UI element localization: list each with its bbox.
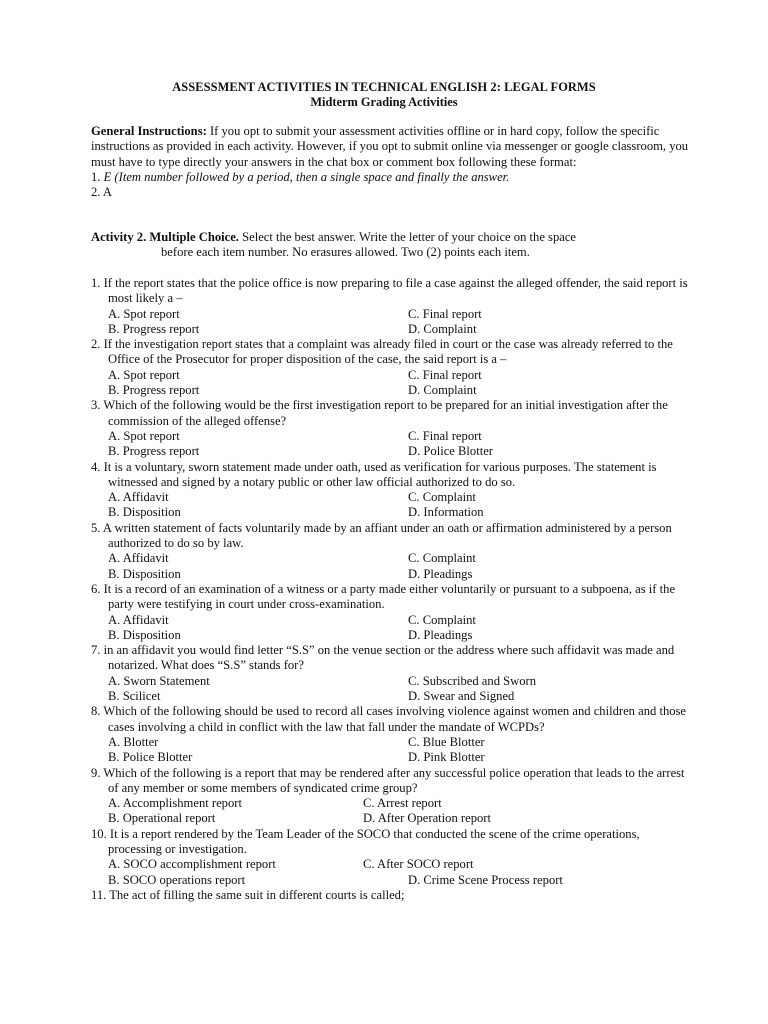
option-b: B. Progress report — [108, 321, 200, 336]
option-a: A. Spot report — [108, 428, 180, 443]
option-d: D. Pink Blotter — [408, 750, 485, 765]
activity-2-header — [91, 230, 691, 261]
option-a: A. SOCO accomplishment report — [108, 857, 276, 872]
option-b: B. Operational report — [108, 811, 216, 826]
option-b: B. Police Blotter — [108, 750, 193, 765]
option-c: C. Final report — [408, 306, 482, 321]
option-row — [91, 811, 691, 826]
question-list — [91, 276, 691, 903]
document-subtitle: Midterm Grading Activities — [310, 95, 458, 109]
question-item — [91, 888, 691, 903]
instructions-text: If you opt to submit your assessment activities offline or in hard copy, follow the specific instructions as provided in each activity. However, if you opt to submit online via messenger or google classroom, you must have to type directly your answers in the chat box or comment box following these format: — [91, 124, 689, 169]
option-row — [91, 628, 691, 643]
question-stem: 3. Which of the following would be the first investigation report to be prepared for an initial investigation after the commission of the alleged offense? — [91, 398, 668, 428]
option-c: C. Complaint — [408, 551, 476, 566]
option-d: D. Complaint — [408, 321, 477, 336]
option-row — [91, 551, 691, 566]
option-row — [91, 750, 691, 765]
example-1-text: E (Item number followed by a period, then a single space and finally the answer. — [103, 169, 510, 184]
example-1-prefix: 1. — [91, 169, 104, 184]
option-row — [91, 383, 691, 398]
question-item — [91, 704, 691, 765]
option-b: B. Disposition — [108, 566, 181, 581]
option-a: A. Affidavit — [108, 490, 169, 505]
option-d: D. Pleadings — [408, 627, 473, 642]
option-row — [91, 689, 691, 704]
example-2: 2. A — [91, 185, 112, 200]
option-c: C. Final report — [408, 367, 482, 382]
question-item — [91, 521, 691, 582]
option-row — [91, 613, 691, 628]
option-row — [91, 444, 691, 459]
document-title: ASSESSMENT ACTIVITIES IN TECHNICAL ENGLISH 2: LEGAL FORMS — [172, 80, 596, 94]
question-stem: 9. Which of the following is a report that may be rendered after any successful police operation that leads to the arrest of any member or some members of syndicated crime group? — [91, 765, 685, 795]
option-a: A. Affidavit — [108, 612, 169, 627]
question-item — [91, 398, 691, 459]
option-a: A. Spot report — [108, 367, 180, 382]
question-item — [91, 643, 691, 704]
option-b: B. Progress report — [108, 444, 200, 459]
question-stem: 6. It is a record of an examination of a witness or a party made either voluntarily or pursuant to a subpoena, as if the party were testifying in court under cross-examination. — [91, 581, 676, 612]
option-c: C. Complaint — [408, 490, 476, 505]
option-d: D. After Operation report — [363, 811, 491, 826]
question-stem: 7. in an affidavit you would find letter “S.S” on the venue section or the address where such affidavit was made and notarized. What does “S.S” stands for? — [91, 643, 675, 673]
question-item — [91, 276, 691, 337]
question-stem: 11. The act of filling the same suit in different courts is called; — [91, 887, 405, 902]
option-a: A. Blotter — [108, 734, 159, 749]
option-row — [91, 735, 691, 750]
option-c: C. Arrest report — [363, 796, 442, 811]
question-stem: 4. It is a voluntary, sworn statement made under oath, used as verification for various purposes. The statement is witnessed and signed by a notary public or other law official authorized to do so. — [91, 459, 657, 489]
activity-text-2: before each item number. No erasures allowed. Two (2) points each item. — [161, 245, 530, 260]
option-c: C. Final report — [408, 428, 482, 443]
option-row — [91, 307, 691, 322]
option-a: A. Accomplishment report — [108, 796, 242, 811]
option-a: A. Sworn Statement — [108, 673, 210, 688]
option-row — [91, 368, 691, 383]
option-b: B. Disposition — [108, 627, 181, 642]
option-row — [91, 490, 691, 505]
option-d: D. Crime Scene Process report — [408, 872, 563, 887]
instructions-label: General Instructions: — [91, 124, 207, 138]
question-item — [91, 766, 691, 827]
option-c: C. Subscribed and Sworn — [408, 673, 537, 688]
option-d: D. Information — [408, 505, 484, 520]
question-item — [91, 337, 691, 398]
option-row — [91, 505, 691, 520]
option-c: C. After SOCO report — [363, 857, 474, 872]
option-b: B. Progress report — [108, 383, 200, 398]
option-c: C. Complaint — [408, 612, 476, 627]
option-row — [91, 567, 691, 582]
option-d: D. Police Blotter — [408, 444, 493, 459]
activity-text-1: Select the best answer. Write the letter of your choice on the space — [238, 230, 577, 244]
option-row — [91, 674, 691, 689]
option-b: B. Scilicet — [108, 689, 161, 704]
option-b: B. Disposition — [108, 505, 181, 520]
option-row — [91, 429, 691, 444]
option-a: A. Spot report — [108, 306, 180, 321]
option-d: D. Swear and Signed — [408, 689, 515, 704]
question-stem: 2. If the investigation report states that a complaint was already filed in court or the case was already referred to the Office of the Prosecutor for proper disposition of the case, the said report is a – — [91, 337, 673, 367]
option-c: C. Blue Blotter — [408, 734, 485, 749]
option-row — [91, 322, 691, 337]
question-item — [91, 827, 691, 888]
question-stem: 5. A written statement of facts voluntarily made by an affiant under an oath or affirmation administered by a person authorized to do so by law. — [91, 520, 672, 551]
option-a: A. Affidavit — [108, 551, 169, 566]
option-row — [91, 873, 691, 888]
option-d: D. Pleadings — [408, 566, 473, 581]
activity-label: Activity 2. Multiple Choice. — [91, 230, 239, 244]
option-b: B. SOCO operations report — [108, 872, 246, 887]
option-row — [91, 857, 691, 872]
option-row — [91, 796, 691, 811]
question-stem: 1. If the report states that the police office is now preparing to file a case against the alleged offender, the said report is most likely a – — [91, 276, 688, 306]
question-stem: 10. It is a report rendered by the Team Leader of the SOCO that conducted the scene of the crime operations, processing or investigation. — [91, 826, 640, 856]
general-instructions — [91, 124, 691, 200]
question-item — [91, 460, 691, 521]
question-item — [91, 582, 691, 643]
question-stem: 8. Which of the following should be used to record all cases involving violence against women and children and those cases involving a child in conflict with the law that fall under the mandate of WCPDs? — [91, 704, 687, 734]
option-d: D. Complaint — [408, 383, 477, 398]
